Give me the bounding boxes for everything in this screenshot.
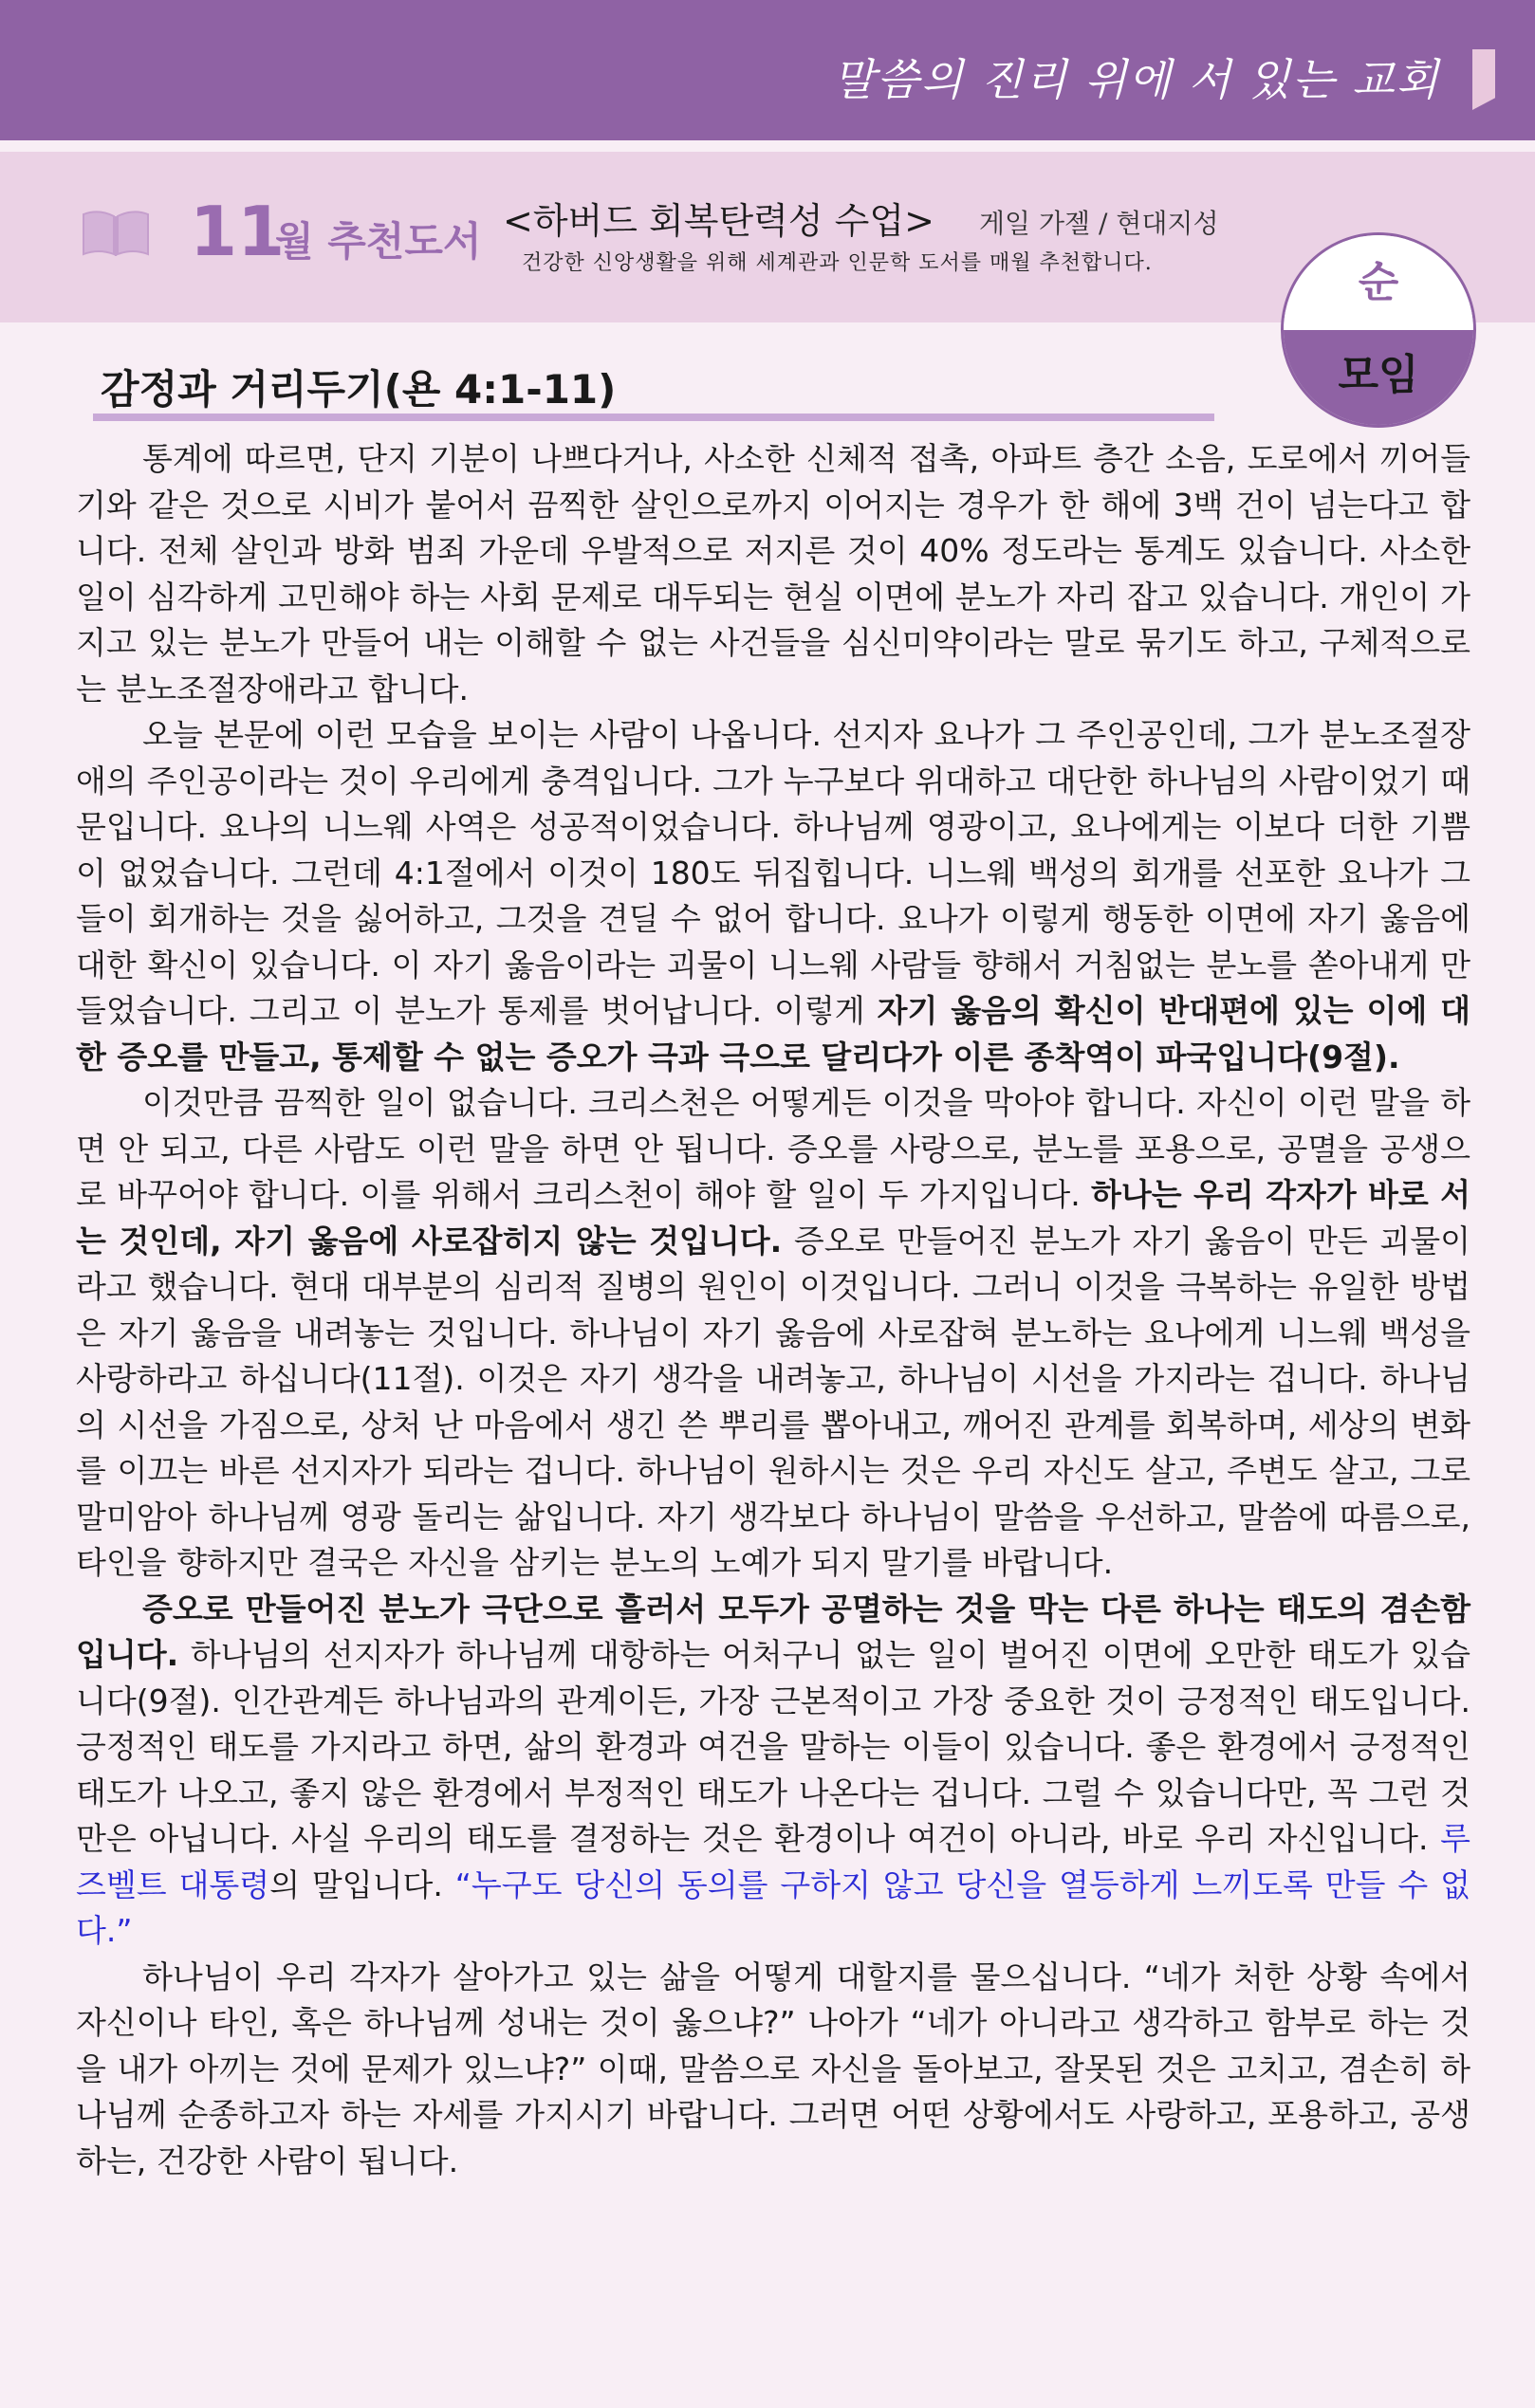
title-underline	[93, 414, 1214, 421]
group-badge	[1281, 232, 1476, 428]
book-title: <하버드 회복탄력성 수업>	[503, 200, 934, 242]
paragraph-3-bold: 하나는 우리 각자가 바로 서는 것인데, 자기 옳음에 사로잡히지 않는 것입니다.	[76, 1176, 1470, 1259]
paragraph-4-bold: 증오로 만들어진 분노가 극단으로 흘러서 모두가 공멸하는 것을 막는 다른 하나는 태도의 겸손함입니다.	[76, 1590, 1470, 1673]
paragraph-3	[76, 1080, 1470, 1587]
article-title: 감정과 거리두기(욘 4:1-11)	[101, 366, 617, 413]
paragraph-4-text-b: 의 말입니다.	[269, 1866, 455, 1903]
paragraph-4	[76, 1587, 1470, 1955]
church-motto: 말씀의 진리 위에 서 있는 교회	[832, 54, 1440, 105]
paragraph-4-text-a: 하나님의 선지자가 하나님께 대항하는 어처구니 없는 일이 벌어진 이면에 오만한 태도가 있습니다(9절). 인간관계든 하나님과의 관계이든, 가장 근본적이고 가장 중요한 것이 긍정적인 태도입니다. 긍정적인 태도를 가지라고 하면, 삶의 환경과 여건을 말하는 이들이 있습니다. 좋은 환경에서 긍정적인 태도가 나오고, 좋지 않은 환경에서 부정적인 태도가 나온다는 겁니다. 그럴 수 있습니다만, 꼭 그런 것만은 아닙니다. 사실 우리의 태도를 결정하는 것은 환경이나 여건이 아니라, 바로 우리 자신입니다.	[76, 1636, 1470, 1857]
article-body	[76, 436, 1470, 2184]
paragraph-3-text-a: 이것만큼 끔찍한 일이 없습니다. 크리스천은 어떻게든 이것을 막아야 합니다. 자신이 이런 말을 하면 안 되고, 다른 사람도 이런 말을 하면 안 됩니다. 증오를 사랑으로, 분노를 포용으로, 공멸을 공생으로 바꾸어야 합니다. 이를 위해서 크리스천이 해야 할 일이 두 가지입니다.	[76, 1084, 1470, 1213]
paragraph-3-text-b: 증오로 만들어진 분노가 자기 옳음이 만든 괴물이라고 했습니다. 현대 대부분의 심리적 질병의 원인이 이것입니다. 그러니 이것을 극복하는 유일한 방법은 자기 옳음을 내려놓는 것입니다. 하나님이 자기 옳음에 사로잡혀 분노하는 요나에게 니느웨 백성을 사랑하라고 하십니다(11절). 이것은 자기 생각을 내려놓고, 하나님이 시선을 가지라는 겁니다. 하나님의 시선을 가짐으로, 상처 난 마음에서 생긴 쓴 뿌리를 뽑아내고, 깨어진 관계를 회복하며, 세상의 변화를 이끄는 바른 선지자가 되라는 겁니다. 하나님이 원하시는 것은 우리 자신도 살고, 주변도 살고, 그로 말미암아 하나님께 영광 돌리는 삶입니다. 자기 생각보다 하나님이 말씀을 우선하고, 말씀에 따름으로, 타인을 향하지만 결국은 자신을 삼키는 분노의 노예가 되지 말기를 바랍니다.	[76, 1222, 1470, 1581]
recommendation-label: 월 추천도서	[275, 218, 482, 265]
paragraph-1: 통계에 따르면, 단지 기분이 나쁘다거나, 사소한 신체적 접촉, 아파트 층간 소음, 도로에서 끼어들기와 같은 것으로 시비가 붙어서 끔찍한 살인으로까지 이어지는 경우가 한 해에 3백 건이 넘는다고 합니다. 전체 살인과 방화 범죄 가운데 우발적으로 저지른 것이 40% 정도라는 통계도 있습니다. 사소한 일이 심각하게 고민해야 하는 사회 문제로 대두되는 현실 이면에 분노가 자리 잡고 있습니다. 개인이 가지고 있는 분노가 만들어 내는 이해할 수 없는 사건들을 심신미약이라는 말로 묶기도 하고, 구체적으로는 분노조절장애라고 합니다.	[76, 440, 1471, 708]
paragraph-2-text: 오늘 본문에 이런 모습을 보이는 사람이 나옵니다. 선지자 요나가 그 주인공인데, 그가 분노조절장애의 주인공이라는 것이 우리에게 충격입니다. 그가 누구보다 위대하고 대단한 하나님의 사람이었기 때문입니다. 요나의 니느웨 사역은 성공적이었습니다. 하나님께 영광이고, 요나에게는 이보다 더한 기쁨이 없었습니다. 그런데 4:1절에서 이것이 180도 뒤집힙니다. 니느웨 백성의 회개를 선포한 요나가 그들이 회개하는 것을 싫어하고, 그것을 견딜 수 없어 합니다. 요나가 이렇게 행동한 이면에 자기 옳음에 대한 확신이 있습니다. 이 자기 옳음이라는 괴물이 니느웨 사람들 향해서 거침없는 분노를 쏟아내게 만들었습니다. 그리고 이 분노가 통제를 벗어납니다. 이렇게	[76, 716, 1470, 1029]
roosevelt-name: 루즈벨트 대통령	[76, 1820, 1470, 1903]
book-icon	[82, 209, 150, 258]
paragraph-2	[76, 712, 1470, 1080]
book-author: 게일 가젤 / 현대지성	[979, 208, 1219, 239]
recommendation-description: 건강한 신앙생활을 위해 세계관과 인문학 도서를 매월 추천합니다.	[522, 251, 1153, 275]
recommendation-month: 11	[190, 192, 286, 271]
roosevelt-quote: “누구도 당신의 동의를 구하지 않고 당신을 열등하게 느끼도록 만들 수 없다.”	[76, 1866, 1470, 1949]
badge-top-label: 순	[1284, 235, 1473, 330]
paragraph-2-bold: 자기 옳음의 확신이 반대편에 있는 이에 대한 증오를 만들고, 통제할 수 없는 증오가 극과 극으로 달리다가 이른 종착역이 파국입니다(9절).	[76, 992, 1471, 1075]
badge-bottom-label: 모임	[1284, 330, 1473, 425]
paragraph-5: 하나님이 우리 각자가 살아가고 있는 삶을 어떻게 대할지를 물으십니다. “네가 처한 상황 속에서 자신이나 타인, 혹은 하나님께 성내는 것이 옳으냐?” 나아가 “네가 아니라고 생각하고 함부로 하는 것을 내가 아끼는 것에 문제가 있느냐?” 이때, 말씀으로 자신을 돌아보고, 잘못된 것은 고치고, 겸손히 하나님께 순종하고자 하는 자세를 가지시기 바랍니다. 그러면 어떤 상황에서도 사랑하고, 포용하고, 공생하는, 건강한 사람이 됩니다.	[76, 1958, 1470, 2179]
bookmark-tab	[1472, 49, 1495, 110]
top-banner	[0, 0, 1535, 140]
